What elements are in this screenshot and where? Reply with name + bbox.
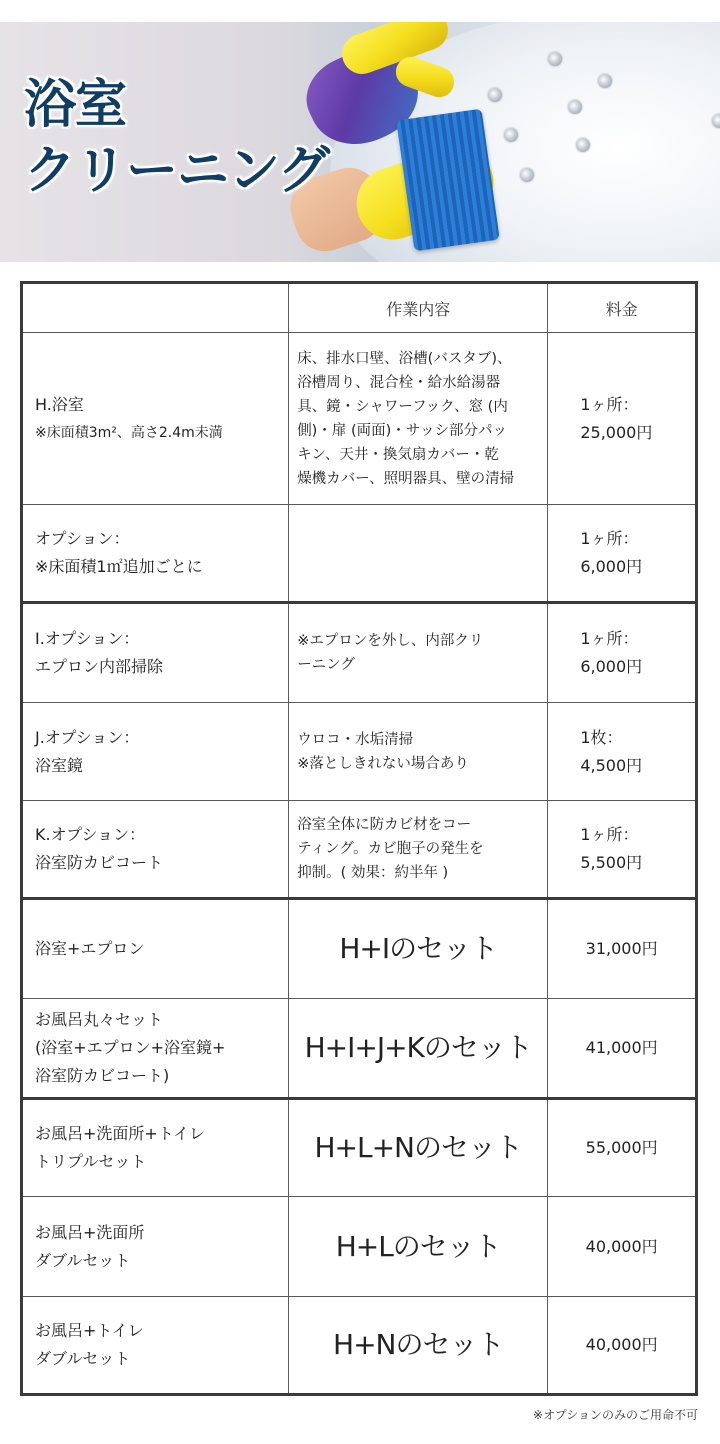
item-name: I.オプション： [35, 629, 140, 648]
header-cell [22, 283, 289, 333]
item-name-cell [22, 801, 289, 899]
price-amount: 6,000円 [580, 557, 643, 576]
description-line: ーニング [297, 657, 355, 673]
header-cell: 料金 [548, 283, 697, 333]
set-name: ダブルセット [35, 1250, 131, 1270]
item-name-cell [22, 603, 289, 703]
set-name-cell [22, 1099, 289, 1197]
item-note: 浴室鏡 [35, 755, 84, 775]
set-name-cell [22, 1197, 289, 1297]
sponge-image [396, 109, 500, 252]
set-name: 浴室防カビコート) [35, 1066, 170, 1085]
jet-icon [568, 100, 582, 114]
description-line: 具、鏡・シャワーフック、窓 (内 [297, 398, 508, 415]
price-table [20, 281, 698, 1396]
set-combination: H+L+Nのセット [289, 1099, 548, 1197]
price-unit: 1ヶ所： [580, 394, 639, 414]
jet-icon [504, 128, 518, 142]
item-name: H.浴室 [35, 394, 84, 414]
description-line: 側)・扉 (両面)・サッシ部分パッ [297, 422, 507, 439]
item-name: J.オプション： [35, 727, 140, 747]
table-row [22, 333, 697, 505]
item-description-cell [289, 505, 548, 603]
item-description-cell [289, 801, 548, 899]
item-price-cell [548, 801, 697, 899]
set-name: 浴室+エプロン [35, 939, 145, 958]
set-price: 31,000円 [548, 899, 697, 999]
jet-icon [520, 168, 534, 182]
set-combination: H+Iのセット [289, 899, 548, 999]
page-title [24, 72, 329, 204]
set-name: お風呂+洗面所 [35, 1222, 145, 1242]
set-name: お風呂丸々セット [35, 1010, 164, 1029]
title-line: 浴室 [24, 75, 127, 135]
item-description-cell [289, 703, 548, 801]
price-amount: 5,500円 [580, 853, 643, 872]
table-header-row [22, 283, 697, 333]
item-price-cell [548, 703, 697, 801]
set-combination: H+I+J+Kのセット [289, 999, 548, 1099]
description-line: 抑制。( 効果：約半年 ) [297, 865, 449, 881]
description-line: 床、排水口壁、浴槽(バスタブ)、 [297, 350, 512, 367]
price-amount: 6,000円 [580, 657, 643, 676]
set-name: トリプルセット [35, 1152, 147, 1171]
jet-icon [576, 138, 590, 152]
set-name: (浴室+エプロン+浴室鏡+ [35, 1038, 226, 1057]
description-line: ウロコ・水垢清掃 [297, 731, 414, 748]
set-name: お風呂+洗面所+トイレ [35, 1124, 206, 1143]
set-price: 40,000円 [548, 1197, 697, 1297]
table-row [22, 999, 697, 1099]
set-combination: H+Lのセット [289, 1197, 548, 1297]
description-line: 浴室全体に防カビ材をコー [297, 817, 472, 833]
item-price-cell [548, 505, 697, 603]
set-name: お風呂+トイレ [35, 1321, 144, 1340]
item-price-cell [548, 603, 697, 703]
table-row [22, 703, 697, 801]
title-line: クリーニング [24, 141, 329, 201]
description-line: ティング。カビ胞子の発生を [297, 841, 484, 857]
set-price: 55,000円 [548, 1099, 697, 1197]
table-row [22, 1297, 697, 1395]
item-note: 浴室防カビコート [35, 853, 164, 872]
item-description-cell [289, 603, 548, 703]
jet-icon [548, 52, 562, 66]
table-row [22, 1099, 697, 1197]
item-name-cell [22, 505, 289, 603]
set-name: ダブルセット [35, 1349, 131, 1368]
item-description-cell [289, 333, 548, 505]
price-unit: 1ヶ所： [580, 825, 639, 844]
jet-icon [488, 88, 502, 102]
table-row [22, 505, 697, 603]
set-price: 41,000円 [548, 999, 697, 1099]
item-price-cell [548, 333, 697, 505]
jet-icon [712, 114, 720, 128]
description-line: ※落としきれない場合あり [297, 755, 469, 772]
item-name-cell [22, 703, 289, 801]
description-line: キン、天井・換気扇カバー・乾 [297, 446, 499, 463]
description-line: ※エプロンを外し、内部クリ [297, 633, 484, 649]
table-row [22, 1197, 697, 1297]
item-note: エプロン内部掃除 [35, 657, 164, 676]
header-cell: 作業内容 [289, 283, 548, 333]
item-note: ※床面積3m²、高さ2.4m未満 [35, 424, 223, 441]
description-line: 浴槽周り、混合栓・給水給湯器 [297, 374, 501, 391]
item-name: K.オプション： [35, 825, 146, 844]
table-row [22, 603, 697, 703]
price-amount: 25,000円 [580, 422, 653, 442]
table-row [22, 801, 697, 899]
description-line: 燥機カバー、照明器具、壁の清掃 [297, 470, 515, 487]
price-amount: 4,500円 [580, 755, 643, 775]
item-name-cell [22, 333, 289, 505]
table-row [22, 899, 697, 999]
set-name-cell [22, 999, 289, 1099]
price-unit: 1ヶ所： [580, 629, 639, 648]
item-name: オプション： [35, 529, 130, 548]
set-price: 40,000円 [548, 1297, 697, 1395]
price-unit: 1枚： [580, 727, 623, 747]
footnote: ※オプションのみのご用命不可 [533, 1408, 698, 1422]
price-unit: 1ヶ所： [580, 529, 639, 548]
jet-icon [598, 74, 612, 88]
hero-banner [0, 22, 720, 262]
set-name-cell [22, 1297, 289, 1395]
item-note: ※床面積1㎡追加ごとに [35, 557, 203, 576]
set-name-cell [22, 899, 289, 999]
set-combination: H+Nのセット [289, 1297, 548, 1395]
